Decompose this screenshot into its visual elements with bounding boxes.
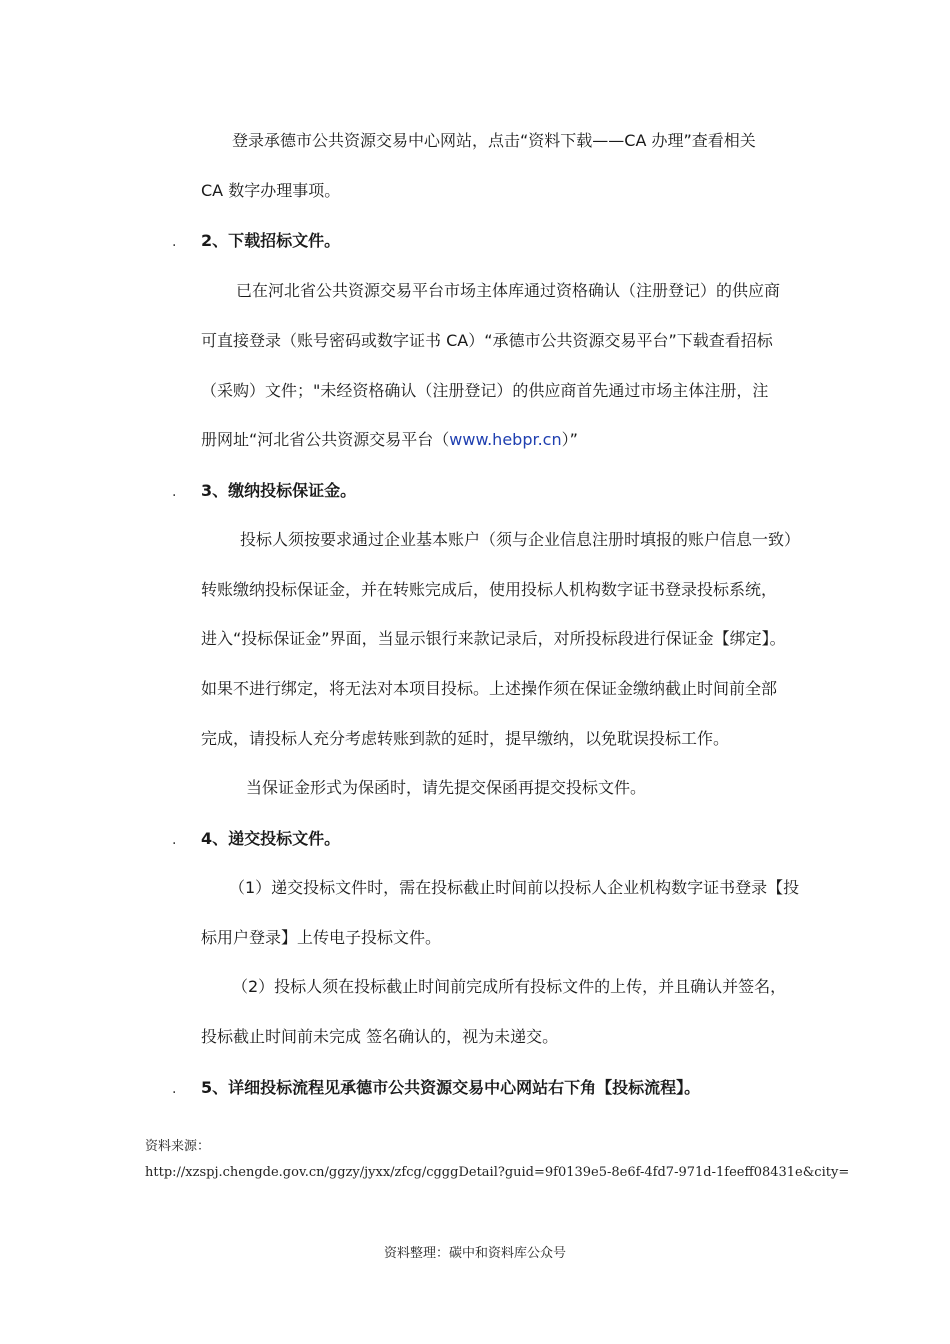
paragraph-line: （采购）文件；"未经资格确认（注册登记）的供应商首先通过市场主体注册，注 xyxy=(201,381,769,400)
paragraph-line: （2）投标人须在投标截止时间前完成所有投标文件的上传，并且确认并签名， xyxy=(232,977,787,996)
list-bullet: . xyxy=(172,1081,177,1097)
section-heading-4: 4、递交投标文件。 xyxy=(201,829,341,848)
paragraph-line: 可直接登录（账号密码或数字证书 CA）“承德市公共资源交易平台”下载查看招标 xyxy=(201,331,773,350)
hebpr-link[interactable]: www.hebpr.cn xyxy=(449,430,562,449)
section-heading-2: 2、下载招标文件。 xyxy=(201,231,341,250)
paragraph-line: 如果不进行绑定，将无法对本项目投标。上述操作须在保证金缴纳截止时间前全部 xyxy=(201,679,778,698)
paragraph-line xyxy=(201,429,578,451)
text-segment: 册网址“河北省公共资源交易平台（ xyxy=(201,430,450,449)
paragraph-line: 登录承德市公共资源交易中心网站，点击“资料下载——CA 办理”查看相关 xyxy=(232,131,756,150)
section-heading-5: 5、详细投标流程见承德市公共资源交易中心网站右下角【投标流程】。 xyxy=(201,1078,701,1097)
paragraph-line: 投标截止时间前未完成 签名确认的，视为未递交。 xyxy=(201,1027,559,1046)
source-label: 资料来源： xyxy=(145,1139,211,1154)
list-bullet: . xyxy=(172,234,177,250)
page-footer: 资料整理：碳中和资料库公众号 xyxy=(383,1246,566,1261)
paragraph-line: 投标人须按要求通过企业基本账户（须与企业信息注册时填报的账户信息一致） xyxy=(240,530,801,549)
list-bullet: . xyxy=(172,484,177,500)
section-heading-3: 3、缴纳投标保证金。 xyxy=(201,481,357,500)
source-url[interactable]: http://xzspj.chengde.gov.cn/ggzy/jyxx/zfcg/cgggDetail?guid=9f0139e5-8e6f-4fd7-971d-1feeff08431e&city= xyxy=(145,1165,850,1180)
paragraph-line: 进入“投标保证金”界面，当显示银行来款记录后，对所投标段进行保证金【绑定】。 xyxy=(201,629,786,648)
paragraph-line: （1）递交投标文件时，需在投标截止时间前以投标人企业机构数字证书登录【投 xyxy=(229,878,800,897)
paragraph-line: 已在河北省公共资源交易平台市场主体库通过资格确认（注册登记）的供应商 xyxy=(236,281,781,300)
paragraph-line: 转账缴纳投标保证金，并在转账完成后，使用投标人机构数字证书登录投标系统， xyxy=(201,580,778,599)
text-segment: ）” xyxy=(561,430,578,449)
list-bullet: . xyxy=(172,832,177,848)
paragraph-line: 当保证金形式为保函时，请先提交保函再提交投标文件。 xyxy=(246,778,647,797)
paragraph-line: 完成，请投标人充分考虑转账到款的延时，提早缴纳，以免耽误投标工作。 xyxy=(201,729,730,748)
paragraph-line: CA 数字办理事项。 xyxy=(201,181,341,200)
paragraph-line: 标用户登录】上传电子投标文件。 xyxy=(201,928,442,947)
